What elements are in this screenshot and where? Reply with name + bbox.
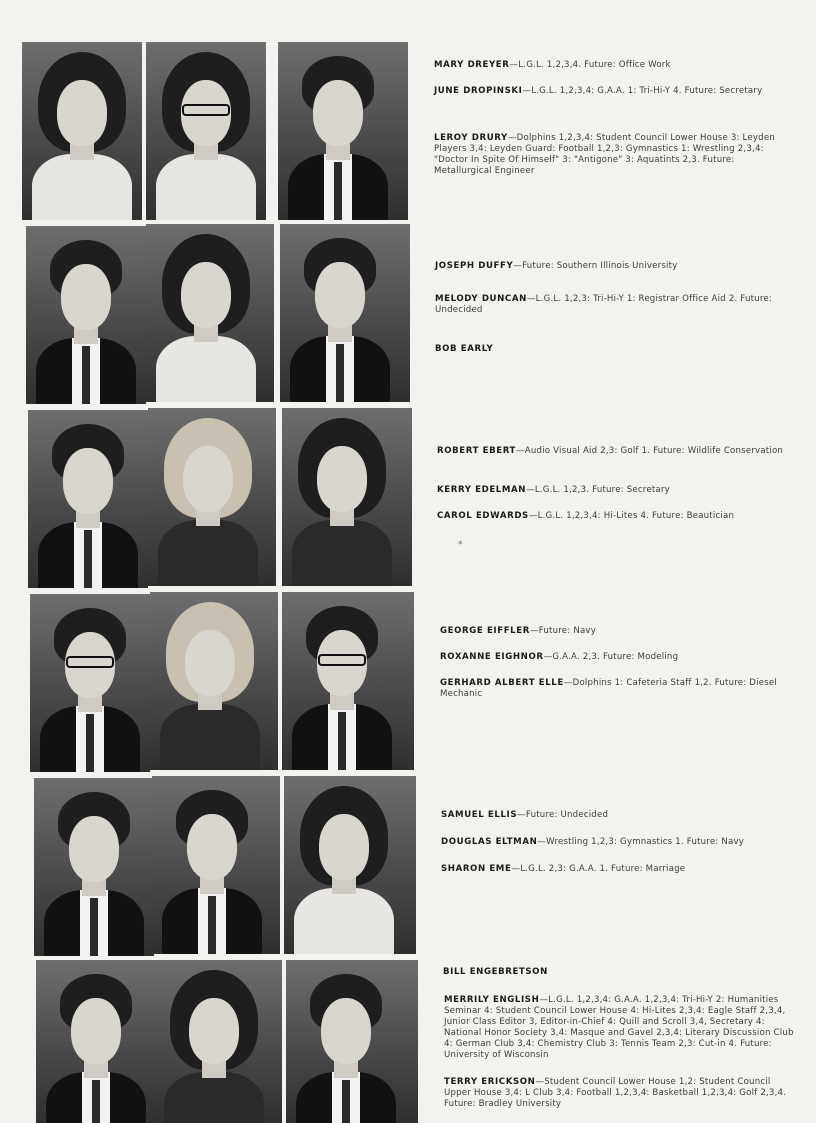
student-entry: [441, 837, 791, 848]
student-entry: [441, 864, 791, 875]
student-name: ROBERT EBERT: [437, 446, 517, 456]
student-name: TERRY ERICKSON: [444, 1077, 536, 1087]
student-details: —Future: Navy: [529, 626, 596, 636]
stray-mark: *: [458, 540, 463, 550]
student-details: —Audio Visual Aid 2,3: Golf 1. Future: Wildlife Conservation: [516, 446, 784, 456]
portrait-photo: [34, 778, 154, 956]
student-name: SAMUEL ELLIS: [441, 810, 518, 820]
student-name: MARY DREYER: [434, 60, 510, 70]
portrait-photo: [278, 42, 408, 220]
student-entry: [435, 294, 785, 316]
student-name: GEORGE EIFFLER: [440, 626, 530, 636]
student-details: —L.G.L. 2,3: G.A.A. 1. Future: Marriage: [511, 864, 686, 874]
student-details: —Wrestling 1,2,3: Gymnastics 1. Future: Navy: [537, 837, 745, 847]
portrait-photo: [22, 42, 142, 220]
portrait-photo: [30, 594, 150, 772]
student-name: CAROL EDWARDS: [437, 511, 529, 521]
portrait-photo: [284, 776, 416, 954]
student-details: —Student Council Lower House 1,2: Student Council Upper House 3,4: L Club 3,4: Football 1,2,3,4: Basketball 1,2,3,4: Golf 2,3,4. Future: Bradley University: [444, 1077, 787, 1109]
student-name: LEROY DRURY: [434, 133, 508, 143]
student-details: —L.G.L. 1,2,3,4. Future: Office Work: [509, 60, 671, 70]
student-name: SHARON EME: [441, 864, 512, 874]
portrait-photo: [280, 224, 410, 402]
student-name: MELODY DUNCAN: [435, 294, 527, 304]
student-entry: [435, 261, 785, 272]
student-details: —Future: Southern Illinois University: [513, 261, 678, 271]
portrait-photo: [150, 592, 278, 770]
portrait-photo: [28, 410, 148, 588]
student-entry: [443, 967, 793, 978]
student-name: MERRILY ENGLISH: [444, 995, 540, 1005]
student-details: —L.G.L. 1,2,3,4: G.A.A. 1,2,3,4: Tri-Hi-Y 2: Humanities Seminar 4: Student Council Lower House 4: Hi-Lites 2,3,4: Eagle Staff 2,3,4, Junior Class Editor 3, Editor-in-Chief 4: Quill and Scroll 3,4, Secretary 4: National Honor Society 3,4: Masque and Gavel 2,3,4: Literary Discussion Club 4: German Club 3,4: Chemistry Club 3: Tennis Team 2,3: Cut-in 4. Future: University of Wisconsin: [444, 995, 794, 1060]
student-entry: [440, 652, 790, 663]
student-name: ROXANNE EIGHNOR: [440, 652, 544, 662]
portrait-photo: [146, 224, 274, 402]
student-details: —Dolphins 1: Cafeteria Staff 1,2. Future: Diesel Mechanic: [440, 678, 777, 699]
student-entry: [444, 995, 794, 1061]
portrait-photo: [286, 960, 418, 1123]
student-entry: [437, 446, 787, 457]
student-entry: [437, 485, 787, 496]
student-details: —G.A.A. 2,3. Future: Modeling: [543, 652, 679, 662]
portrait-photo: [282, 408, 412, 586]
student-details: —L.G.L. 1,2,3,4: Hi-Lites 4. Future: Beautician: [528, 511, 735, 521]
student-details: —L.G.L. 1,2,3,4: G.A.A. 1: Tri-Hi-Y 4. Future: Secretary: [522, 86, 763, 96]
student-name: BOB EARLY: [435, 344, 494, 354]
student-name: JUNE DROPINSKI: [434, 86, 523, 96]
student-name: DOUGLAS ELTMAN: [441, 837, 538, 847]
student-details: —Future: Undecided: [517, 810, 609, 820]
portrait-photo: [154, 960, 282, 1123]
portrait-photo: [148, 408, 276, 586]
student-entry: [440, 626, 790, 637]
portrait-photo: [26, 226, 146, 404]
portrait-photo: [282, 592, 414, 770]
student-name: GERHARD ALBERT ELLE: [440, 678, 564, 688]
student-entry: [441, 810, 791, 821]
student-entry: [434, 133, 784, 177]
student-entry: [440, 678, 790, 700]
student-entry: [434, 60, 784, 71]
student-name: BILL ENGEBRETSON: [443, 967, 548, 977]
student-entry: [435, 344, 785, 355]
portrait-photo: [152, 776, 280, 954]
portrait-photo: [146, 42, 266, 220]
student-details: —L.G.L. 1,2,3: Tri-Hi-Y 1: Registrar Office Aid 2. Future: Undecided: [435, 294, 772, 315]
student-entry: [437, 511, 787, 522]
student-entry: [444, 1077, 794, 1110]
student-name: JOSEPH DUFFY: [435, 261, 514, 271]
student-name: KERRY EDELMAN: [437, 485, 527, 495]
student-details: —Dolphins 1,2,3,4: Student Council Lower House 3: Leyden Players 3,4: Leyden Guard: Football 1,2,3: Gymnastics 1: Wrestling 2,3,4: "Doctor In Spite Of Himself" 3: "Antigone" 3: Aquatints 2,3. Future: Metallurgical Engineer: [434, 133, 775, 176]
student-details: —L.G.L. 1,2,3. Future: Secretary: [526, 485, 670, 495]
student-entry: [434, 86, 784, 97]
portrait-photo: [36, 960, 156, 1123]
